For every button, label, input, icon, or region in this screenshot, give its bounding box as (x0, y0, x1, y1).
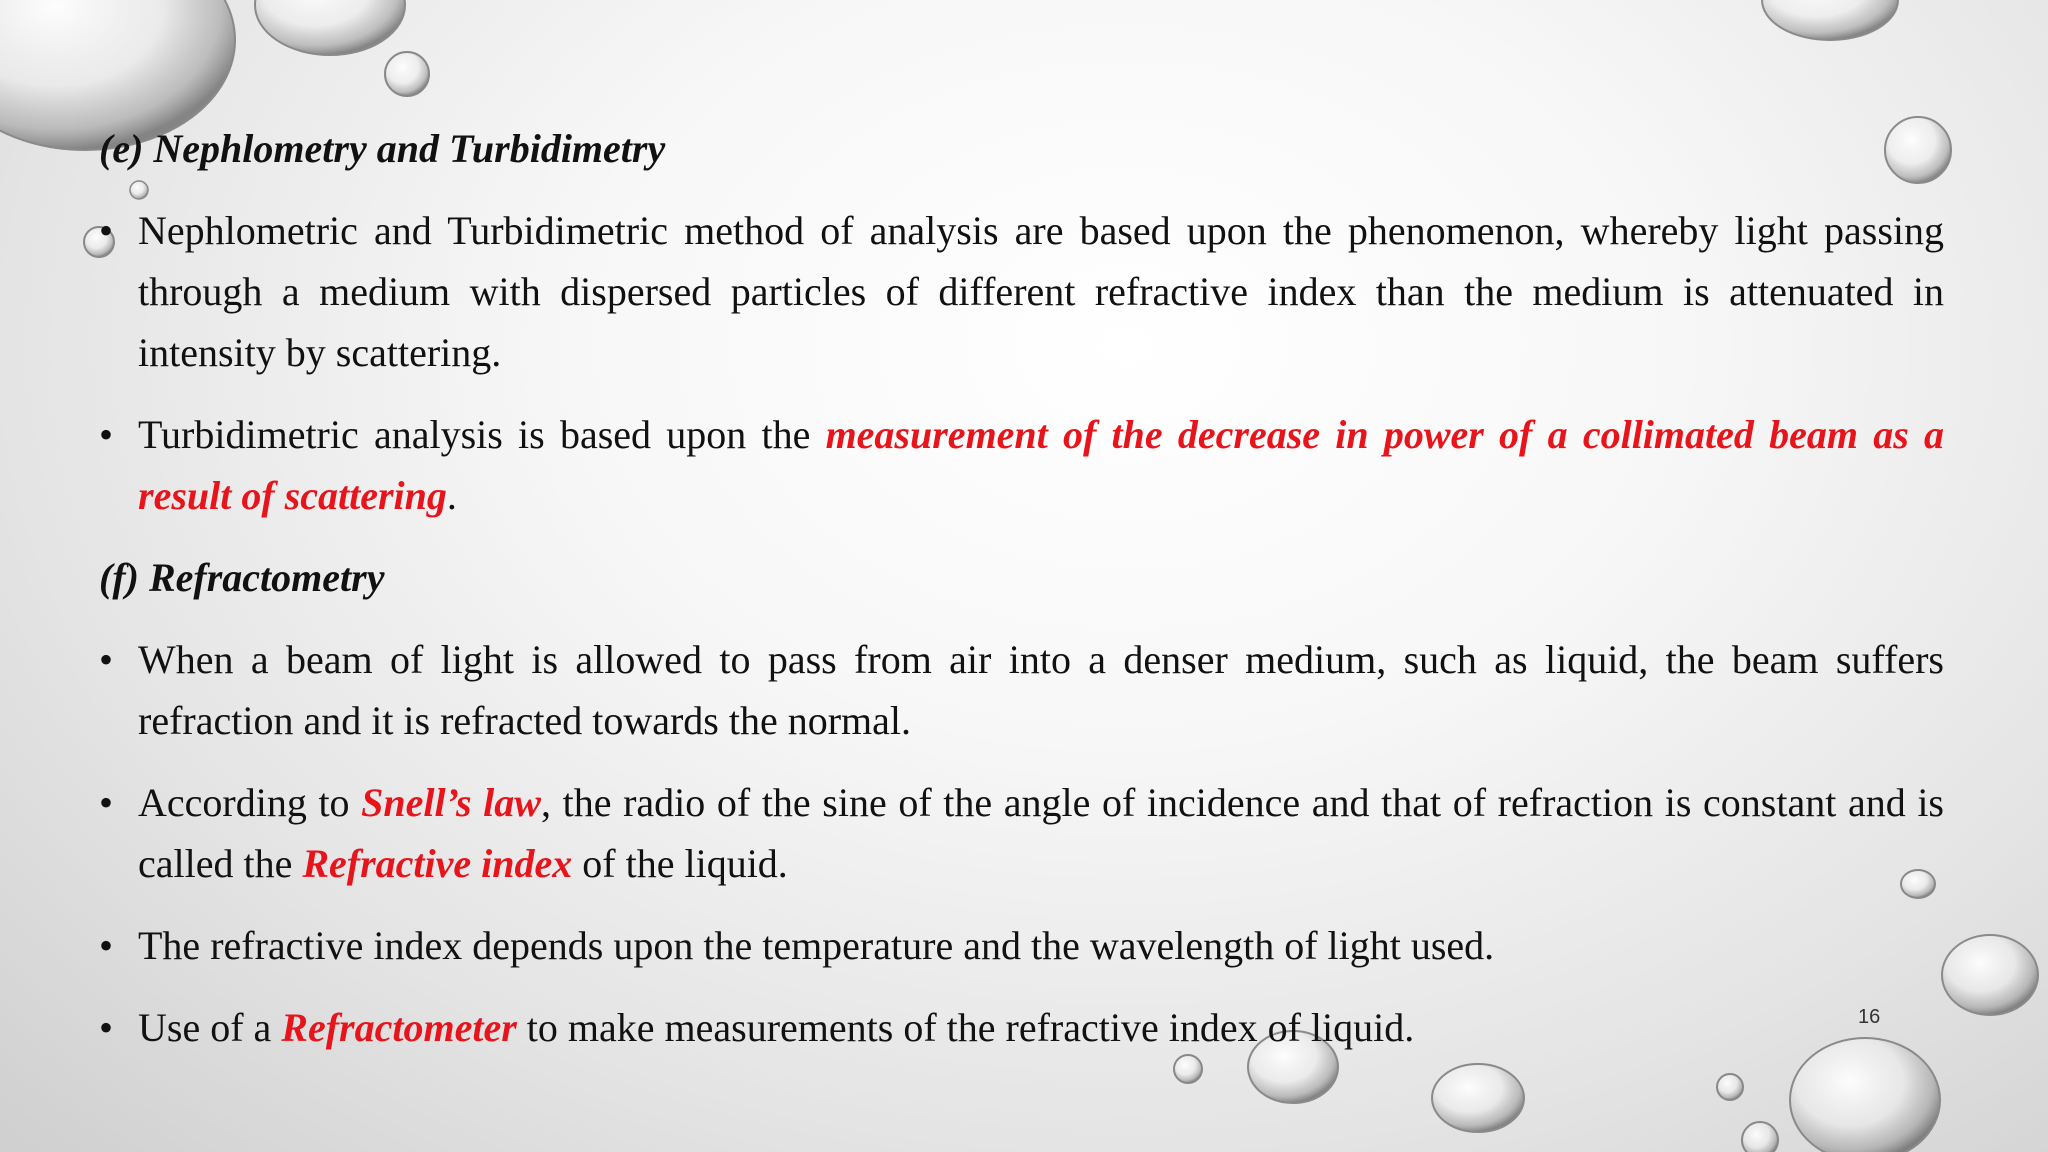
bullet-text: According to (138, 780, 362, 825)
bullet-turbidimetric-analysis (99, 404, 1944, 526)
bullet-marker: • (99, 1005, 114, 1050)
section-heading-refractometry: (f) Refractometry (99, 555, 385, 600)
highlight-measurement: measurement of the decrease in power of a collimated beam as a result of scattering (138, 412, 1944, 518)
highlight-snells-law: Snell’s law (361, 780, 541, 825)
bullet-marker: • (99, 412, 114, 457)
bullet-text: , the radio of the sine of the angle of incidence and that of refraction is constant and is called the (138, 780, 1944, 886)
bullet-marker: • (99, 780, 114, 825)
page-number: 16 (1858, 1006, 1881, 1028)
bullet-text: of the liquid. (572, 841, 788, 886)
bullet-snells-law (99, 772, 1944, 894)
bullet-text: Use of a (138, 1005, 282, 1050)
bullet-text: When a beam of light is allowed to pass from air into a denser medium, such as liquid, the beam suffers refraction and it is refracted towards the normal. (138, 637, 1944, 743)
section-heading-nephlometry: (e) Nephlometry and Turbidimetry (99, 126, 666, 171)
bullet-marker: • (99, 637, 114, 682)
highlight-refractometer: Refractometer (281, 1005, 517, 1050)
bullet-text: The refractive index depends upon the temperature and the wavelength of light used. (138, 923, 1495, 968)
highlight-refractive-index: Refractive index (302, 841, 573, 886)
bullet-text: Nephlometric and Turbidimetric method of analysis are based upon the phenomenon, whereby light passing through a medium with dispersed particles of different refractive index than the medium is attenuated in intensity by scattering. (138, 208, 1944, 375)
bullet-text: . (446, 473, 457, 518)
bullet-text: Turbidimetric analysis is based upon the (138, 412, 826, 457)
bullet-temperature-wavelength (99, 915, 1944, 976)
bullet-refraction (99, 629, 1944, 751)
bullet-nephlometric-phenomenon (99, 200, 1944, 383)
bullet-marker: • (99, 208, 114, 253)
bullet-marker: • (99, 923, 114, 968)
bullet-refractometer (99, 997, 1944, 1058)
slide-content (99, 118, 1944, 1079)
bullet-text: to make measurements of the refractive index of liquid. (516, 1005, 1415, 1050)
